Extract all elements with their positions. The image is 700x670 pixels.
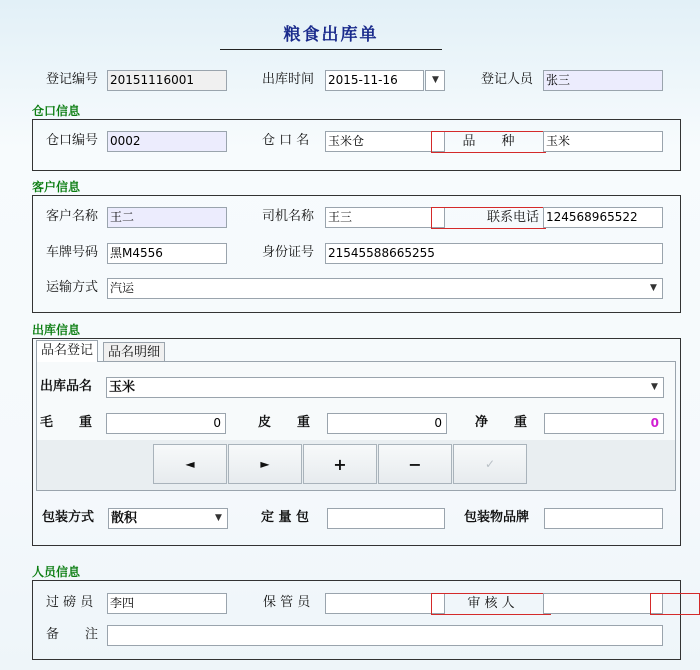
pack-method-label: 包装方式 <box>42 510 95 525</box>
net-weight-field[interactable]: 0 <box>544 413 664 434</box>
tab-product-register[interactable]: 品名登记 <box>36 340 98 362</box>
weigher-label: 过 磅 员 <box>46 595 94 610</box>
title-underline <box>220 49 442 50</box>
prev-button[interactable] <box>153 444 227 484</box>
warehouse-section-title: 仓口信息 <box>32 104 81 118</box>
keeper-field[interactable] <box>325 593 445 614</box>
warehouse-name-field[interactable]: 玉米仓 <box>325 131 445 152</box>
page-title: 粮食出库单 <box>283 25 379 45</box>
remark-field[interactable] <box>107 625 663 646</box>
customer-name-field[interactable]: 王二 <box>107 207 227 228</box>
registrar-field[interactable]: 张三 <box>543 70 663 91</box>
tare-weight-field[interactable]: 0 <box>327 413 447 434</box>
auditor-label: 审 核 人 <box>431 593 551 615</box>
warehouse-code-label: 仓口编号 <box>46 133 99 148</box>
driver-name-field[interactable]: 王三 <box>325 207 445 228</box>
gross-weight-label: 毛 重 <box>40 415 93 430</box>
pack-method-value: 散积 <box>111 511 138 526</box>
staff-panel <box>32 580 681 660</box>
outbound-section-title: 出库信息 <box>32 323 81 337</box>
staff-section-title: 人员信息 <box>32 565 81 579</box>
tab-product-detail[interactable]: 品名明细 <box>103 342 165 362</box>
out-time-dropdown[interactable] <box>425 70 445 91</box>
transport-label: 运输方式 <box>46 280 99 295</box>
plate-label: 车牌号码 <box>46 245 99 260</box>
auditor-field[interactable] <box>543 593 663 614</box>
pack-method-select[interactable] <box>108 508 228 529</box>
gross-weight-field[interactable]: 0 <box>106 413 226 434</box>
remark-label: 备 注 <box>46 627 99 642</box>
fixed-pack-field[interactable] <box>327 508 445 529</box>
customer-name-label: 客户名称 <box>46 209 99 224</box>
add-button[interactable] <box>303 444 377 484</box>
weigher-field[interactable]: 李四 <box>107 593 227 614</box>
registrar-label: 登记人员 <box>481 72 534 87</box>
reg-no-field[interactable]: 20151116001 <box>107 70 227 91</box>
product-label: 出库品名 <box>40 379 93 394</box>
product-select[interactable] <box>106 377 664 398</box>
confirm-button[interactable] <box>453 444 527 484</box>
net-weight-label: 净 重 <box>475 415 528 430</box>
product-value: 玉米 <box>109 380 136 395</box>
chevron-down-icon: ▼ <box>432 75 439 85</box>
customer-section-title: 客户信息 <box>32 180 81 194</box>
out-time-field[interactable]: 2015-11-16 <box>325 70 424 91</box>
tare-weight-label: 皮 重 <box>258 415 311 430</box>
pack-brand-field[interactable] <box>544 508 663 529</box>
keeper-label: 保 管 员 <box>263 595 311 610</box>
plus-icon: + <box>333 454 347 474</box>
variety-field[interactable]: 玉米 <box>543 131 663 152</box>
id-no-label: 身份证号 <box>262 245 315 260</box>
variety-label: 品 种 <box>431 131 546 153</box>
chevron-down-icon: ▼ <box>215 513 222 523</box>
prev-icon: ◄ <box>185 457 195 471</box>
chevron-down-icon: ▼ <box>650 283 657 293</box>
reg-no-label: 登记编号 <box>46 72 99 87</box>
out-time-label: 出库时间 <box>262 72 315 87</box>
pack-brand-label: 包装物品牌 <box>464 510 530 525</box>
transport-select[interactable] <box>107 278 663 299</box>
next-icon: ► <box>260 457 270 471</box>
phone-field[interactable]: 124568965522 <box>543 207 663 228</box>
next-button[interactable] <box>228 444 302 484</box>
minus-icon: − <box>408 454 422 474</box>
plate-field[interactable]: 黑M4556 <box>107 243 227 264</box>
phone-label: 联系电话 <box>431 207 546 229</box>
warehouse-code-field[interactable]: 0002 <box>107 131 227 152</box>
chevron-down-icon: ▼ <box>651 382 658 392</box>
fixed-pack-label: 定 量 包 <box>261 510 310 525</box>
id-no-field[interactable]: 21545588665255 <box>325 243 663 264</box>
clipped-redbox <box>650 593 700 615</box>
check-icon: ✓ <box>484 457 496 471</box>
remove-button[interactable] <box>378 444 452 484</box>
warehouse-name-label: 仓 口 名 <box>262 133 310 148</box>
transport-value: 汽运 <box>110 281 135 295</box>
driver-name-label: 司机名称 <box>262 209 315 224</box>
